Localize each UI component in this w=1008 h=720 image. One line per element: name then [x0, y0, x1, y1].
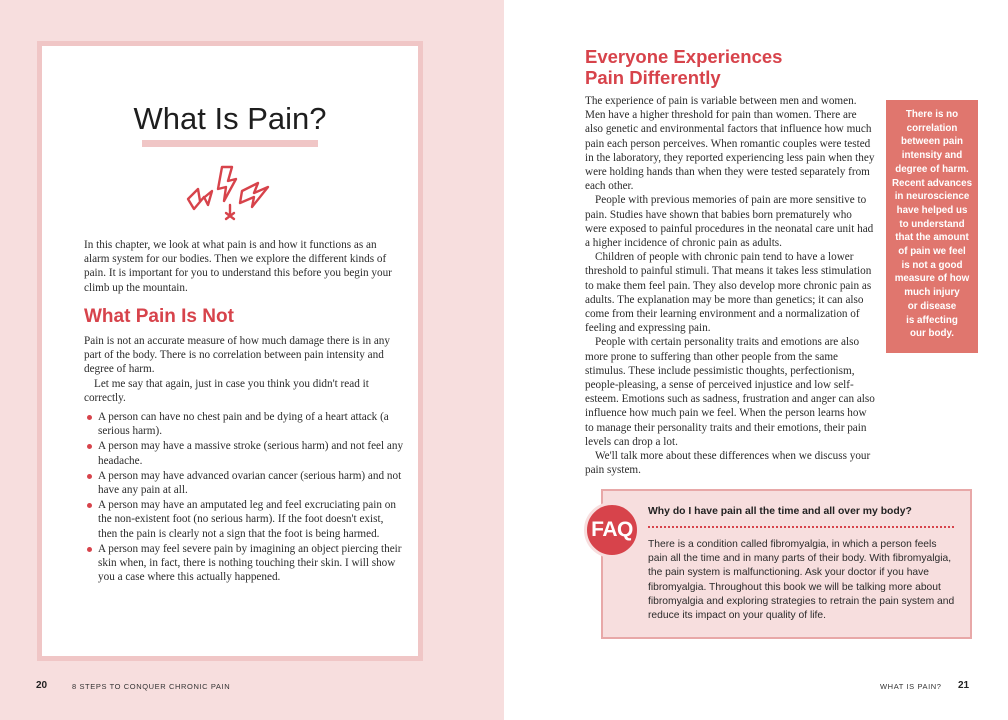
chapter-title: What Is Pain?: [133, 101, 327, 136]
sidebar-callout: [886, 100, 978, 353]
bullet-dot-icon: [87, 547, 92, 552]
running-footer-right: WHAT IS PAIN?: [880, 682, 942, 691]
list-item-text: A person may have a massive stroke (serious harm) and not feel any headache.: [98, 440, 404, 467]
sidebar-line: correlation: [906, 122, 958, 134]
intro-paragraph: In this chapter, we look at what pain is and how it functions as an alarm system for our bodies. Then we explore the different kinds of pain. It is important for you to understand this before you begin your climb up the mountain.: [84, 239, 392, 294]
right-heading: [585, 46, 782, 88]
paragraph: Pain is not an accurate measure of how much damage there is in any part of the body. There is no correlation between pain intensity and degree of harm.: [84, 335, 390, 376]
bullet-dot-icon: [87, 503, 92, 508]
sidebar-line: or disease: [907, 300, 957, 312]
list-item: [84, 469, 404, 497]
running-footer-left: 8 STEPS TO CONQUER CHRONIC PAIN: [72, 682, 231, 691]
chapter-card: [37, 41, 423, 661]
sidebar-line: our body.: [910, 328, 954, 340]
sidebar-line: measure of how: [894, 273, 970, 285]
page-number-right: 21: [958, 680, 970, 691]
paragraph: People with previous memories of pain are more sensitive to pain. Studies have shown that babies born prematurely who were exposed to painful procedures in the neonatal care unit had a higher incidence of chronic pain as adults.: [585, 194, 874, 250]
sidebar-line: is not a good: [901, 259, 963, 271]
paragraph: Children of people with chronic pain tend to have a lower threshold to painful stimuli. That means it takes less stimulation to make them feel pain. They also develop more chronic pain as adults. The explanation may be more than genetics; it can also come from their learning environment and a normalization of feeling and expressing pain.: [585, 251, 872, 335]
page-number-left: 20: [36, 680, 48, 691]
sidebar-line: that the amount: [895, 232, 969, 244]
section-heading: What Pain Is Not: [84, 306, 234, 327]
list-item: [84, 410, 404, 438]
paragraph: Let me say that again, just in case you think you didn't read it correctly.: [84, 377, 369, 404]
bullet-dot-icon: [87, 415, 92, 420]
what-pain-is-not-text: [84, 334, 404, 405]
bullet-dot-icon: [87, 444, 92, 449]
list-item: [84, 498, 404, 541]
title-underline: [142, 140, 318, 147]
list-item: [84, 439, 404, 467]
faq-answer: There is a condition called fibromyalgia, in which a person feels pain all the time and in many parts of their body. With fibromyalgia, the pain system is malfunctioning. Ask your doctor if you have fibromyalgia. Throughout this book we will be talking more about fibromyalgia and exploring strategies to retrain the pain system and reduce its impact on your quality of life.: [648, 539, 955, 622]
sidebar-line: is affecting: [906, 314, 958, 326]
sidebar-line: degree of harm.: [895, 163, 969, 175]
pain-lightning-icon: [182, 161, 278, 221]
sidebar-line: between pain: [900, 136, 964, 148]
list-item: [84, 542, 404, 585]
list-item-text: A person can have no chest pain and be dying of a heart attack (a serious harm).: [98, 411, 389, 438]
list-item-text: A person may feel severe pain by imagining an object piercing their skin when, in fact, there is nothing touching their skin. I will show you a case where this actually happened.: [98, 542, 402, 584]
paragraph: The experience of pain is variable between men and women. Men have a higher threshold for pain than women. There are also genetic and environmental factors that influence how much pain each person perceives. When romantic couples were tested in the laboratory, they reported experiencing less pain when they were holding hands than when they were tested separately from each other.: [585, 95, 875, 193]
paragraph: People with certain personality traits and emotions are also more prone to suffering than other people from the same stimulus. These include pessimistic thoughts, perfectionism, people-pleasing, a sense of perceived injustice and low self-esteem. Emotions such as sadness, frustration and anger can also influence how much pain we feel. When the person learns how to manage their personality traits and their emotions, their pain levels can drop a lot.: [585, 336, 875, 448]
sidebar-line: have helped us: [896, 204, 968, 216]
faq-divider: [648, 526, 954, 528]
list-item-text: A person may have advanced ovarian cancer (serious harm) and not have any pain at all.: [98, 469, 402, 497]
faq-badge-icon: FAQ: [584, 502, 640, 558]
sidebar-line: Recent advances: [891, 177, 973, 189]
sidebar-line: There is no: [905, 109, 959, 120]
bullet-dot-icon: [87, 474, 92, 479]
faq-question: Why do I have pain all the time and all over my body?: [648, 506, 912, 517]
list-item-text: A person may have an amputated leg and feel excruciating pain on the non-existent foot (no serious harm). If the foot doesn't exist, then the pain is clearly not a sign that the foot is being harmed.: [98, 499, 396, 540]
sidebar-line: much injury: [904, 287, 960, 299]
paragraph: We'll talk more about these differences when we discuss your pain system.: [585, 450, 871, 477]
heading-line: Pain Differently: [585, 67, 721, 88]
sidebar-line: to understand: [899, 218, 965, 230]
heading-line: Everyone Experiences: [585, 46, 783, 67]
sidebar-line: in neuroscience: [894, 191, 970, 203]
right-body-text: [585, 94, 875, 477]
sidebar-line: of pain we feel: [898, 246, 966, 258]
bullet-list: [84, 410, 404, 585]
sidebar-line: intensity and: [901, 150, 963, 162]
